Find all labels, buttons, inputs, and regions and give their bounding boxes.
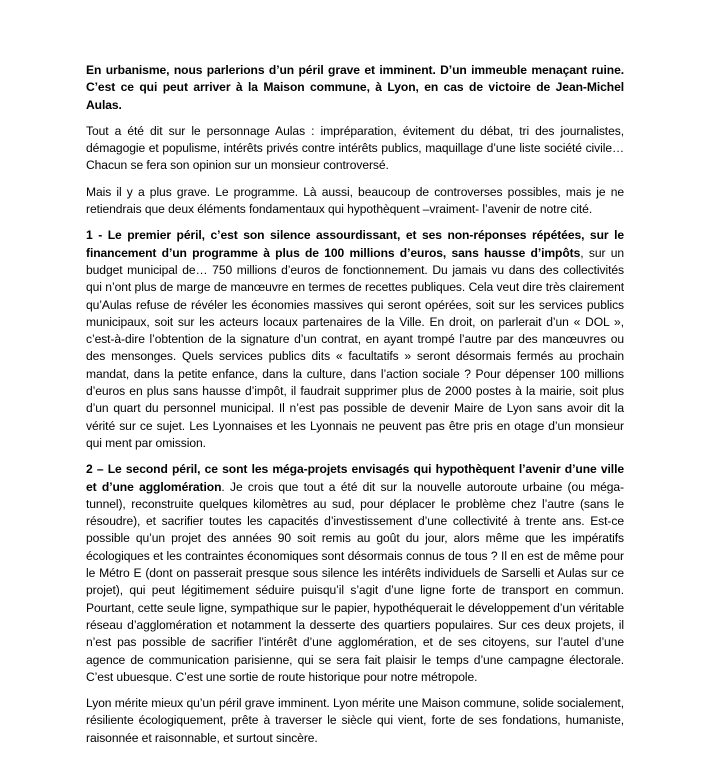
- intro-bold-text: En urbanisme, nous parlerions d’un péril grave et imminent. D’un immeuble menaçant ruine. C’est ce qui peut arriver à la Maison commune, à Lyon, en cas de victoire de Jean-Michel Aulas.: [86, 63, 624, 112]
- document-page: [86, 62, 624, 756]
- premier-peril-heading: 1 - Le premier péril, c’est son silence assourdissant, et ses non-réponses répétées, sur le financement d’un programme à plus de 100 millions d’euros, sans hausse d’impôts: [86, 228, 624, 260]
- intro-paragraph: [86, 62, 624, 114]
- premier-peril-body: , sur un budget municipal de… 750 millions d’euros de fonctionnement. Du jamais vu dans des collectivités qui n’ont plus de marge de manœuvre en termes de recettes publiques. Cela veut dire très clairement qu’Aulas refuse de révéler les économies massives qui seront opérées, soit sur les services publics municipaux, soit sur les acteurs locaux partenaires de la Ville. En droit, on parlerait d’un « DOL », c’est-à-dire l’obtention de la signature d’un contrat, en ayant trompé l’autre par des manœuvres ou des mensonges. Quels services publics dits « facultatifs » seront désormais fermés au prochain mandat, dans la petite enfance, dans la culture, dans l’action sociale ? Pour dépenser 100 millions d’euros en plus sans hausse d’impôt, il faudrait supprimer plus de 2000 postes à la mairie, soit plus d’un quart du personnel municipal. Il n’est pas possible de devenir Maire de Lyon sans avoir dit la vérité sur ce sujet. Les Lyonnaises et les Lyonnais ne peuvent pas être pris en otage d’un monsieur qui ment par omission.: [86, 245, 624, 450]
- second-peril-heading: 2 – Le second péril, ce sont les méga-projets envisagés qui hypothèquent l’avenir d’une ville et d’une agglomération: [86, 462, 624, 494]
- second-peril-body: . Je crois que tout a été dit sur la nouvelle autoroute urbaine (ou méga-tunnel), reconstruite quelques kilomètres au sud, pour déplacer le problème chez l’autre (sans le résoudre), et sacrifier toutes les capacités d’investissement d’une collectivité à trente ans. Est-ce possible qu’un projet des années 90 soit remis au goût du jour, alors même que les impératifs écologiques et les contraintes économiques sont désormais connus de tous ? Il en est de même pour le Métro E (dont on passerait presque sous silence les intérêts individuels de Sarselli et Aulas sur ce projet), qui peut légitimement séduire puisqu’il s’agit d’une ligne forte de transport en commun. Pourtant, cette seule ligne, sympathique sur le papier, hypothéquerait le développement d’un véritable réseau d’agglomération et notamment la desserte des quartiers populaires. Sur ces deux projets, il n’est pas possible de sacrifier l’intérêt d’une agglomération, et de ses citoyens, sur l’autel d’une agence de communication parisienne, qui se sera fait plaisir le temps d’une campagne électorale. C’est ubuesque. C’est une sortie de route historique pour notre métropole.: [86, 479, 624, 684]
- conclusion-paragraph: Lyon mérite mieux qu’un péril grave imminent. Lyon mérite une Maison commune, solide socialement, résiliente écologiquement, prête à traverser le siècle qui vient, forte de ses fondations, humaniste, raisonnée et raisonnable, et surtout sincère.: [86, 696, 624, 745]
- premier-peril-paragraph: [86, 227, 624, 452]
- programme-paragraph: Mais il y a plus grave. Le programme. Là aussi, beaucoup de controverses possibles, mais je ne retiendrais que deux éléments fondamentaux qui hypothèquent –vraiment- l’avenir de notre cité.: [86, 184, 624, 217]
- personnage-paragraph: Tout a été dit sur le personnage Aulas : impréparation, évitement du débat, tri des journalistes, démagogie et populisme, intérêts privés contre intérêts publics, maquillage d’une liste société civile… Chacun se fera son opinion sur un monsieur controversé.: [86, 123, 624, 173]
- second-peril-paragraph: [86, 461, 624, 686]
